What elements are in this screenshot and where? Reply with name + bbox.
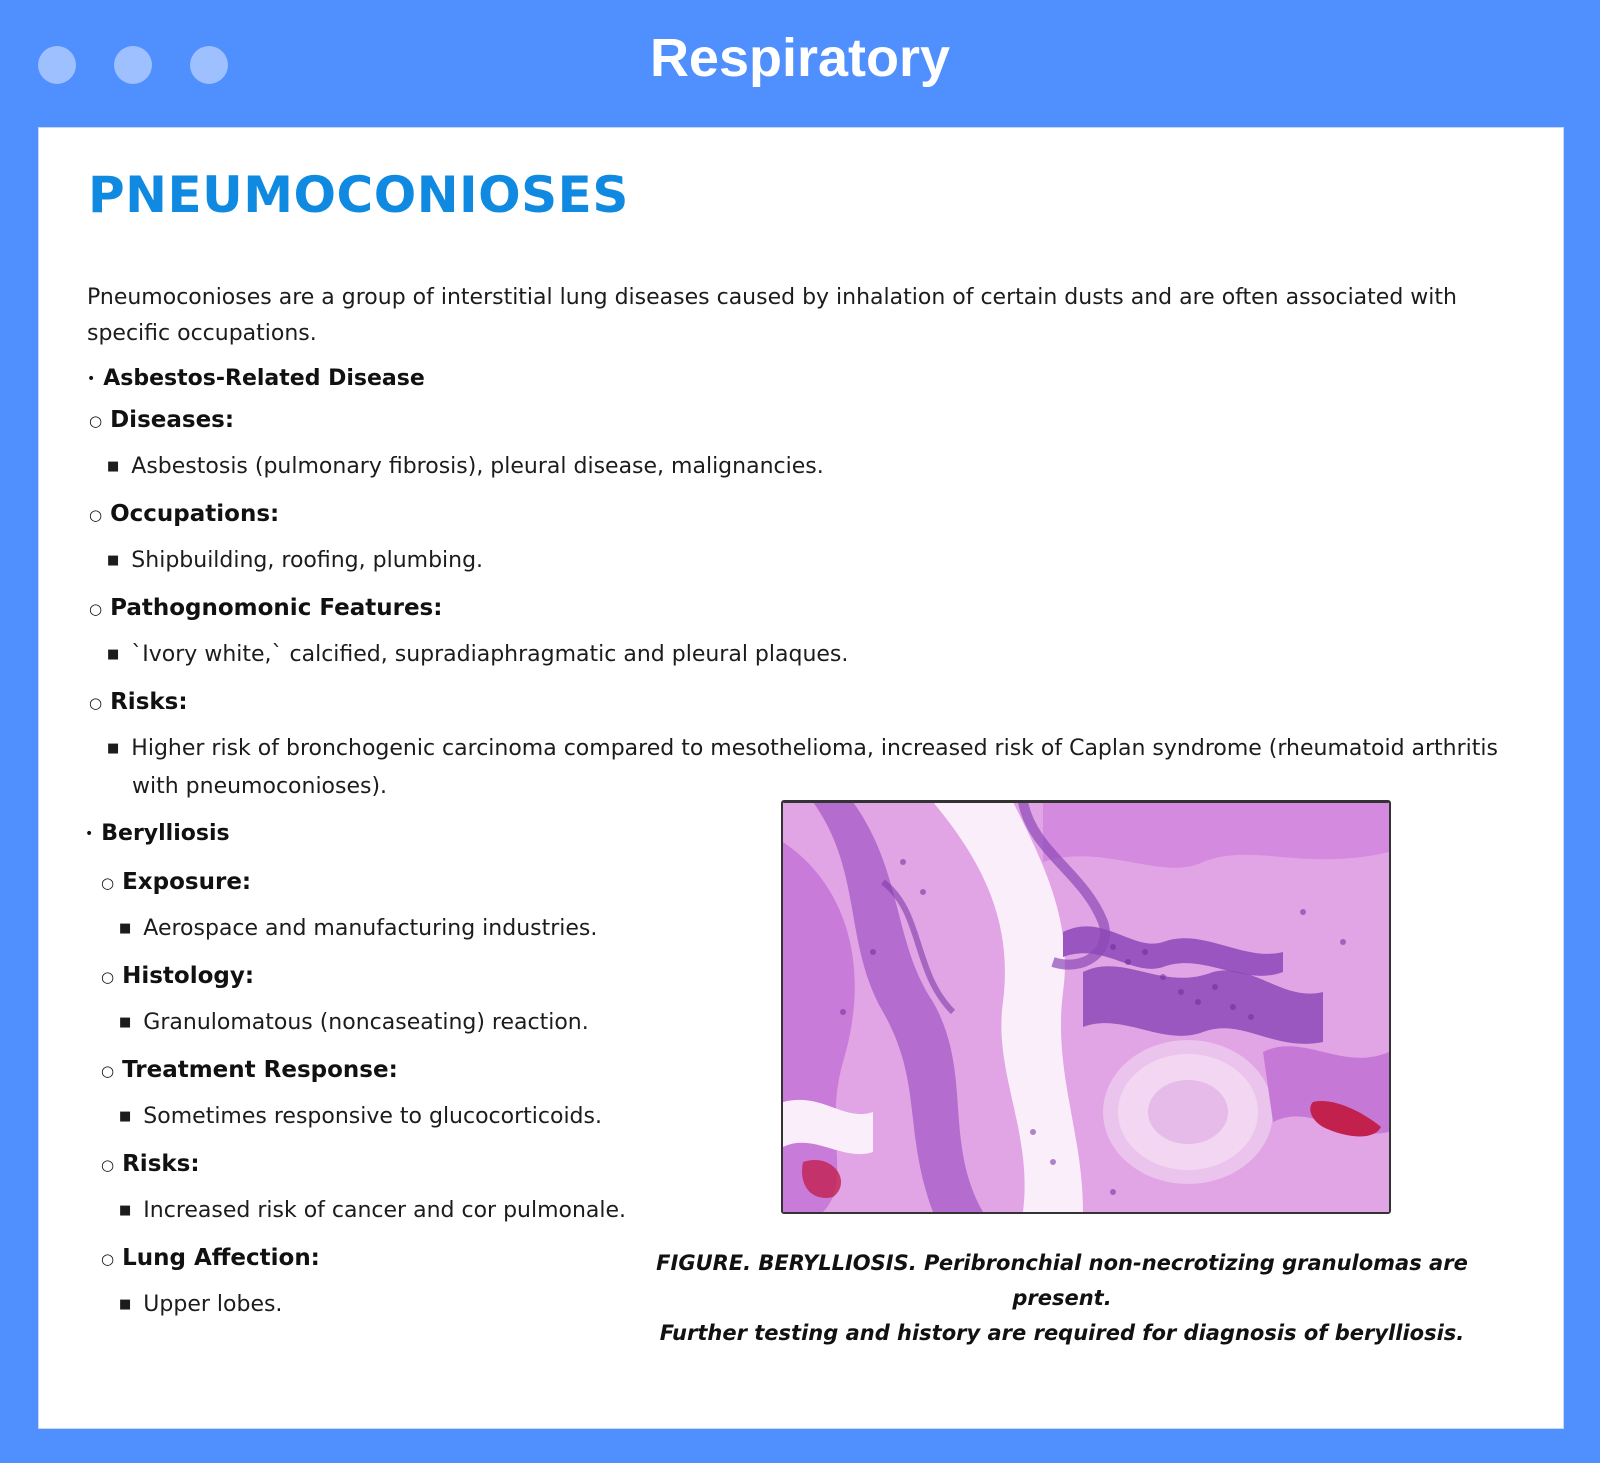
circle-marker: ○ [101, 873, 115, 892]
page-heading: PNEUMOCONIOSES [88, 166, 629, 224]
square-marker: ■ [107, 741, 120, 756]
circle-marker: ○ [89, 505, 103, 524]
square-marker: ■ [107, 459, 120, 474]
asbestos-occupations-label: ○ Occupations: [89, 501, 280, 527]
histology-image [781, 800, 1391, 1214]
window-title: Respiratory [649, 28, 951, 88]
berylliosis-exposure-label: ○ Exposure: [101, 869, 252, 895]
square-marker: ■ [119, 921, 132, 936]
berylliosis-exposure-text: ■ Aerospace and manufacturing industries. [119, 916, 598, 941]
circle-marker: ○ [89, 693, 103, 712]
asbestos-risks-text: ■ Higher risk of bronchogenic carcinoma compared to mesothelioma, increased risk of Caplan syndrome (rheumatoid arthritis with pneumoconioses). [107, 736, 1498, 799]
circle-marker: ○ [89, 599, 103, 618]
berylliosis-lung-label: ○ Lung Affection: [101, 1245, 320, 1271]
asbestos-risks-label: ○ Risks: [89, 689, 188, 715]
circle-marker: ○ [101, 1061, 115, 1080]
square-marker: ■ [119, 1203, 132, 1218]
figure-caption-line-2: Further testing and history are required for diagnosis of berylliosis. [659, 1321, 1465, 1345]
circle-marker: ○ [89, 411, 103, 430]
content-card [38, 127, 1564, 1429]
asbestos-occupations-text: ■ Shipbuilding, roofing, plumbing. [107, 548, 484, 573]
bullet-marker: • [85, 826, 94, 842]
square-marker: ■ [107, 647, 120, 662]
berylliosis-risks-label: ○ Risks: [101, 1151, 200, 1177]
square-marker: ■ [107, 553, 120, 568]
asbestos-diseases-text: ■ Asbestosis (pulmonary fibrosis), pleural disease, malignancies. [107, 454, 824, 479]
square-marker: ■ [119, 1297, 132, 1312]
figure-caption-line-1: FIGURE. BERYLLIOSIS. Peribronchial non-necrotizing granulomas are present. [656, 1251, 1468, 1310]
circle-marker: ○ [101, 967, 115, 986]
berylliosis-risks-text: ■ Increased risk of cancer and cor pulmonale. [119, 1198, 627, 1223]
berylliosis-histology-text: ■ Granulomatous (noncaseating) reaction. [119, 1010, 589, 1035]
berylliosis-treatment-label: ○ Treatment Response: [101, 1057, 398, 1083]
square-marker: ■ [119, 1109, 132, 1124]
asbestos-features-label: ○ Pathognomonic Features: [89, 595, 443, 621]
bullet-marker: • [87, 371, 96, 387]
berylliosis-treatment-text: ■ Sometimes responsive to glucocorticoids. [119, 1104, 602, 1129]
section-asbestos-title: • Asbestos-Related Disease [87, 366, 425, 391]
square-marker: ■ [119, 1015, 132, 1030]
section-berylliosis-title: • Berylliosis [85, 821, 230, 846]
asbestos-features-text: ■ `Ivory white,` calcified, supradiaphragmatic and pleural plaques. [107, 642, 849, 667]
circle-marker: ○ [101, 1155, 115, 1174]
berylliosis-lung-text: ■ Upper lobes. [119, 1292, 283, 1317]
circle-marker: ○ [101, 1249, 115, 1268]
histology-illustration [783, 802, 1389, 1212]
berylliosis-histology-label: ○ Histology: [101, 963, 255, 989]
figure-caption [607, 1246, 1517, 1351]
asbestos-diseases-label: ○ Diseases: [89, 407, 235, 433]
intro-paragraph: Pneumoconioses are a group of interstitial lung diseases caused by inhalation of certain dusts and are often associated with specific occupations. [87, 285, 1457, 346]
